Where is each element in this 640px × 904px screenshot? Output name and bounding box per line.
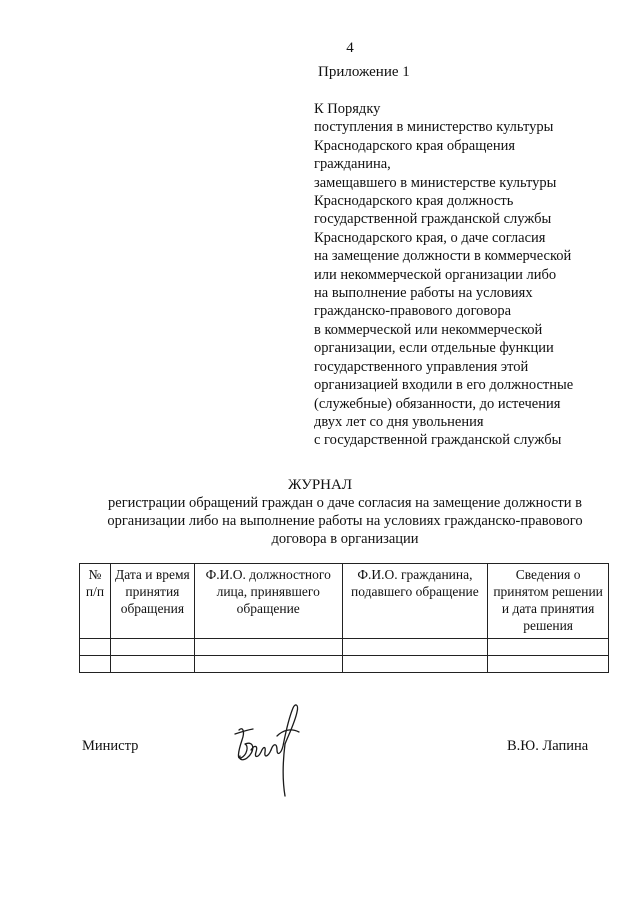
table-cell (342, 639, 488, 656)
reference-line: государственного управления этой (314, 358, 529, 375)
reference-line: (служебные) обязанности, до истечения (314, 395, 561, 412)
reference-line: Краснодарского края обращения (314, 137, 516, 154)
reference-line: на выполнение работы на условиях (314, 285, 533, 302)
journal-title: ЖУРНАЛ (287, 477, 353, 493)
reference-line: замещавшего в министерстве культуры (314, 174, 557, 191)
page-number: 4 (346, 40, 354, 56)
table-cell (194, 656, 342, 673)
reference-line: с государственной гражданской службы (314, 432, 562, 449)
journal-subtitle-line: регистрации обращений граждан о даче согласия на замещение должности в (108, 495, 582, 511)
handwritten-signature (225, 700, 315, 805)
column-header-number: № п/п (80, 564, 111, 639)
reference-line: К Порядку (314, 101, 381, 117)
reference-line: Краснодарского края, о даче согласия (314, 229, 546, 246)
reference-line: двух лет со дня увольнения (314, 413, 484, 430)
journal-table (79, 563, 609, 673)
table-cell (110, 656, 194, 673)
column-header-citizen: Ф.И.О. гражданина, подавшего обращение (342, 564, 488, 639)
column-header-decision: Сведения о принятом решении и дата принятия решения (488, 564, 609, 639)
reference-line: поступления в министерство культуры (314, 119, 554, 136)
reference-line: организацией входили в его должностные (314, 377, 574, 394)
appendix-title: Приложение 1 (318, 64, 410, 80)
minister-name: В.Ю. Лапина (507, 738, 589, 754)
minister-position-label: Министр (82, 738, 139, 754)
signature-block (0, 700, 640, 810)
table-cell (80, 656, 111, 673)
reference-line: государственной гражданской службы (314, 211, 552, 228)
table-cell (488, 656, 609, 673)
table-cell (110, 639, 194, 656)
column-header-official: Ф.И.О. должностного лица, принявшего обращение (194, 564, 342, 639)
reference-line: на замещение должности в коммерческой (314, 248, 572, 265)
reference-line: гражданина, (314, 156, 391, 173)
journal-subtitle (80, 494, 610, 548)
column-header-date: Дата и время принятия обращения (110, 564, 194, 639)
journal-header-row (80, 564, 609, 639)
table-row (80, 656, 609, 673)
journal-subtitle-line: организации либо на выполнение работы на условиях гражданско-правового (107, 513, 583, 529)
appendix-reference-block (314, 100, 614, 450)
table-cell (342, 656, 488, 673)
reference-line: в коммерческой или некоммерческой (314, 321, 543, 338)
reference-line: организации, если отдельные функции (314, 340, 554, 357)
table-cell (80, 639, 111, 656)
reference-line: Краснодарского края должность (314, 193, 514, 210)
reference-line: гражданско-правового договора (314, 303, 512, 320)
table-row (80, 639, 609, 656)
table-cell (194, 639, 342, 656)
table-cell (488, 639, 609, 656)
reference-line: или некоммерческой организации либо (314, 266, 557, 283)
journal-subtitle-line: договора в организации (271, 531, 419, 547)
